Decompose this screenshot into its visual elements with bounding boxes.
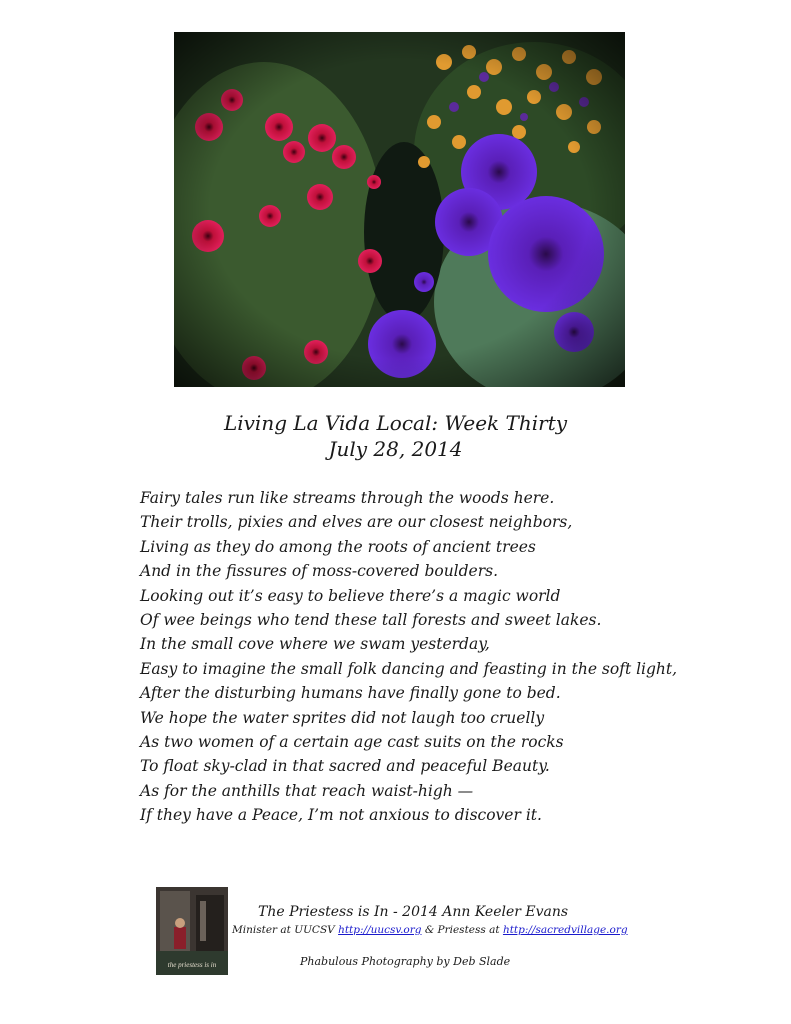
uucsv-link[interactable]: http://uucsv.org [338, 924, 422, 936]
page-title: Living La Vida Local: Week Thirty [223, 411, 568, 435]
thumbnail-caption: the priestess is in [167, 961, 217, 969]
poem-line: As for the anthills that reach waist-high — [140, 781, 474, 800]
poem-line: To float sky-clad in that sacred and peaceful Beauty. [140, 757, 550, 776]
priestess-thumbnail [156, 887, 228, 975]
minister-text: Minister at UUCSV [232, 924, 335, 936]
poem-line: As two women of a certain age cast suits on the rocks [140, 732, 564, 751]
poem-line: In the small cove where we swam yesterday, [140, 635, 490, 654]
poem-line: Easy to imagine the small folk dancing and feasting in the soft light, [140, 659, 678, 678]
poem-body [140, 486, 760, 827]
poem-line: We hope the water sprites did not laugh too cruelly [140, 708, 545, 727]
page-date: July 28, 2014 [328, 437, 463, 461]
priestess-thumbnail-graphic [156, 887, 228, 975]
poem-line: Of wee beings who tend these tall forests and sweet lakes. [140, 610, 602, 629]
flower-photo-graphic [174, 32, 625, 387]
photo-credit: Phabulous Photography by Deb Slade [300, 955, 511, 968]
poem-line: Looking out it’s easy to believe there’s a magic world [140, 586, 561, 605]
poem-line: Their trolls, pixies and elves are our closest neighbors, [140, 513, 573, 532]
poem-line: After the disturbing humans have finally gone to bed. [140, 684, 561, 703]
poem-line: Fairy tales run like streams through the woods here. [140, 489, 555, 507]
poem-line: If they have a Peace, I’m not anxious to discover it. [140, 806, 542, 825]
poem-line: Living as they do among the roots of ancient trees [140, 537, 536, 556]
poem-line: And in the fissures of moss-covered boulders. [140, 562, 499, 581]
sacredvillage-link[interactable]: http://sacredvillage.org [502, 924, 628, 936]
priestess-at-text: & Priestess at [424, 924, 500, 936]
document-title-block [0, 410, 791, 462]
footer-affiliations [232, 924, 628, 936]
footer-credit: The Priestess is In - 2014 Ann Keeler Evans [258, 904, 569, 920]
flower-photo [174, 32, 625, 387]
